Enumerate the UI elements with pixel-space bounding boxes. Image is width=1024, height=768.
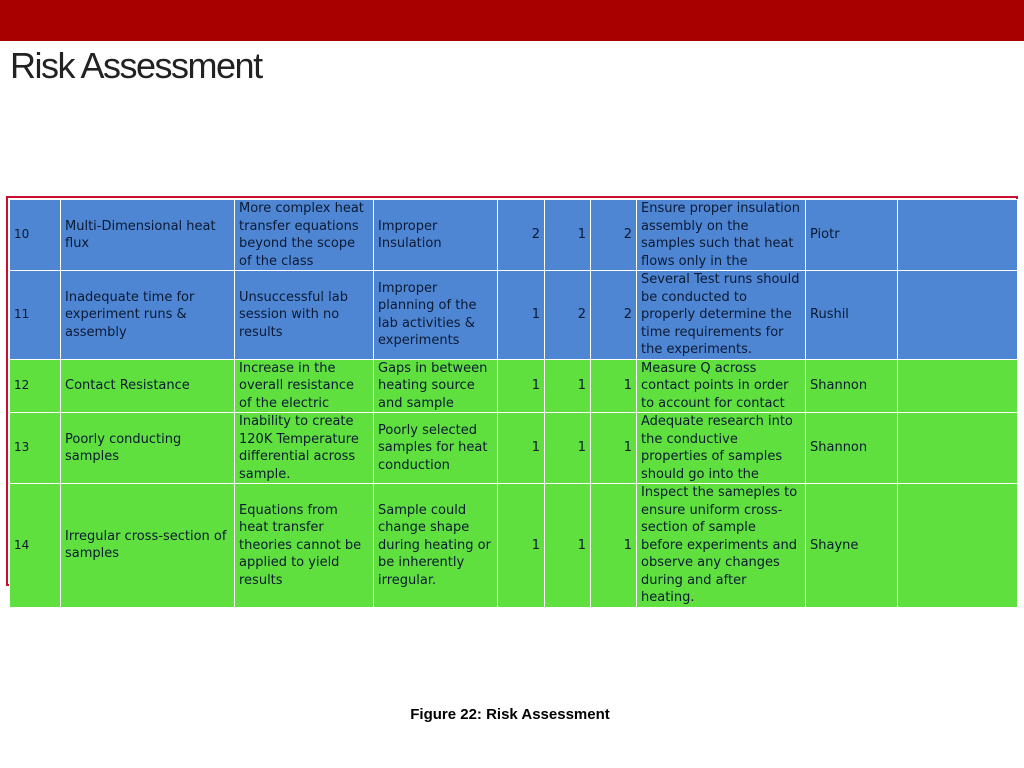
cause-cell: Sample could change shape during heating or be inherently irregular. [374, 484, 498, 608]
rating-cell-2: 2 [545, 271, 591, 360]
table-row [10, 413, 1018, 484]
rating-cell-2: 1 [545, 484, 591, 608]
table-row [10, 271, 1018, 360]
rating-cell-2: 1 [545, 413, 591, 484]
table-row [10, 200, 1018, 271]
mitigation-cell-text: Measure Q across contact points in order to account for contact [641, 360, 789, 411]
row-id-cell: 10 [10, 200, 61, 271]
notes-cell [898, 200, 1018, 271]
rating-cell-2: 1 [545, 200, 591, 271]
risk-cell: Contact Resistance [61, 359, 235, 413]
mitigation-cell: Several Test runs should be conducted to properly determine the time requirements for the experiments. [637, 271, 806, 360]
effect-cell [235, 413, 374, 484]
risk-cell: Multi-Dimensional heat flux [61, 200, 235, 271]
cause-cell: Gaps in between heating source and sample [374, 359, 498, 413]
table-row [10, 484, 1018, 608]
figure-caption: Figure 22: Risk Assessment [410, 706, 610, 723]
risk-cell: Inadequate time for experiment runs & assembly [61, 271, 235, 360]
risk-table-frame [6, 196, 1018, 605]
effect-cell [235, 200, 374, 271]
rating-cell-1: 1 [498, 359, 545, 413]
cause-cell: Poorly selected samples for heat conduction [374, 413, 498, 484]
owner-cell: Piotr [806, 200, 898, 271]
mitigation-cell: Inspect the sameples to ensure uniform cross-section of sample before experiments and observe any changes during and after heating. [637, 484, 806, 608]
row-id-cell: 13 [10, 413, 61, 484]
risk-cell: Irregular cross-section of samples [61, 484, 235, 608]
effect-cell-text: More complex heat transfer equations beyond the scope of the class [239, 201, 364, 269]
rating-cell-3: 1 [591, 359, 637, 413]
rating-cell-3: 1 [591, 484, 637, 608]
mitigation-cell-text: Adequate research into the conductive properties of samples should go into the [641, 414, 793, 482]
owner-cell: Shayne [806, 484, 898, 608]
row-id-cell: 11 [10, 271, 61, 360]
mitigation-cell-text: Ensure proper insulation assembly on the samples such that heat flows only in the [641, 201, 800, 269]
rating-cell-3: 2 [591, 271, 637, 360]
top-accent-bar [0, 0, 1024, 41]
cause-cell: Improper Insulation [374, 200, 498, 271]
row-id-cell: 12 [10, 359, 61, 413]
notes-cell [898, 484, 1018, 608]
rating-cell-1: 1 [498, 484, 545, 608]
risk-cell: Poorly conducting samples [61, 413, 235, 484]
mitigation-cell [637, 413, 806, 484]
effect-cell-text: Inability to create 120K Temperature differential across sample. [239, 414, 359, 482]
mitigation-cell [637, 200, 806, 271]
owner-cell: Rushil [806, 271, 898, 360]
effect-cell: Unsuccessful lab session with no results [235, 271, 374, 360]
rating-cell-3: 2 [591, 200, 637, 271]
notes-cell [898, 359, 1018, 413]
table-row [10, 359, 1018, 413]
cause-cell: Improper planning of the lab activities & experiments [374, 271, 498, 360]
effect-cell: Equations from heat transfer theories cannot be applied to yield results [235, 484, 374, 608]
rating-cell-2: 1 [545, 359, 591, 413]
notes-cell [898, 271, 1018, 360]
row-id-cell: 14 [10, 484, 61, 608]
rating-cell-1: 1 [498, 271, 545, 360]
owner-cell: Shannon [806, 413, 898, 484]
rating-cell-3: 1 [591, 413, 637, 484]
page-title: Risk Assessment [10, 45, 262, 86]
risk-table-body [10, 200, 1018, 608]
rating-cell-1: 2 [498, 200, 545, 271]
owner-cell: Shannon [806, 359, 898, 413]
rating-cell-1: 1 [498, 413, 545, 484]
risk-table [9, 199, 1018, 608]
effect-cell-text: Increase in the overall resistance of the electric [239, 360, 354, 411]
effect-cell [235, 359, 374, 413]
mitigation-cell [637, 359, 806, 413]
notes-cell [898, 413, 1018, 484]
